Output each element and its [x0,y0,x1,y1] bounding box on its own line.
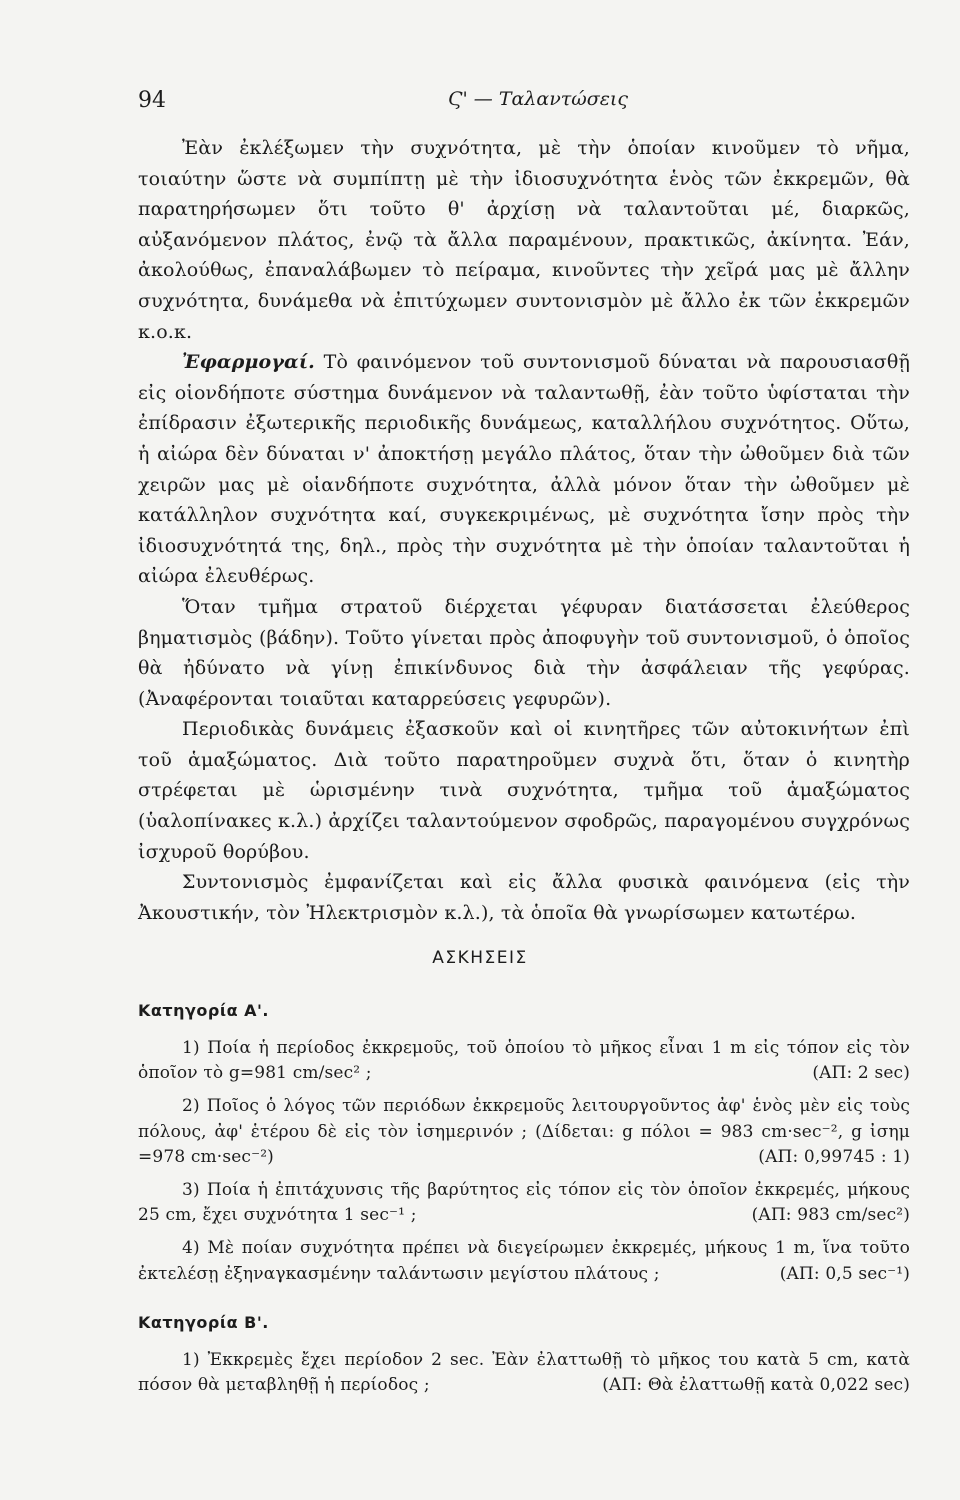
body-text [138,133,910,928]
exercise-a2-answer: (ΑΠ: 0,99745 : 1) [758,1146,910,1167]
category-b-heading: Κατηγορία Β'. [138,1313,269,1332]
exercise-a1-text: 1) Ποία ἡ περίοδος ἐκκρεμοῦς, τοῦ ὁποίου τὸ μῆκος εἶναι 1 m εἰς τόπον εἰς τὸν ὁποῖον τὸ g=981 cm/sec² ; [138,1038,910,1084]
paragraph-1: Ἐὰν ἐκλέξωμεν τὴν συχνότητα, μὲ τὴν ὁποίαν κινοῦμεν τὸ νῆμα, τοιαύτην ὥστε νὰ συμπίπτῃ μὲ τὴν ἰδιοσυχνότητα ἑνὸς τῶν ἐκκρεμῶν, θὰ παρατηρήσωμεν ὅτι τοῦτο θ' ἀρχίσῃ νὰ ταλαντοῦται μέ, διαρκῶς, αὐξανόμενον πλάτος, ἐνῷ τὰ ἄλλα παραμένουν, πρακτικῶς, ἀκίνητα. Ἐάν, ἀκολούθως, ἐπαναλάβωμεν τὸ πείραμα, κινοῦντες τὴν χεῖρά μας μὲ ἄλλην συχνότητα, δυνάμεθα νὰ ἐπιτύχωμεν συντονισμὸν μὲ ἄλλο ἐκ τῶν ἐκκρεμῶν κ.ο.κ. [138,137,910,343]
exercise-b1-answer: (ΑΠ: Θὰ ἐλαττωθῇ κατὰ 0,022 sec) [602,1375,910,1396]
exercise-a4-text: 4) Μὲ ποίαν συχνότητα πρέπει νὰ διεγείρωμεν ἐκκρεμές, μήκους 1 m, ἵνα τοῦτο ἐκτελέσῃ ἐξηναγκασμένην ταλάντωσιν μεγίστου πλάτους ; [138,1238,910,1284]
exercise-a2 [138,1094,910,1170]
paragraph-3: Ὅταν τμῆμα στρατοῦ διέρχεται γέφυραν διατάσσεται ἐλεύθερος βηματισμὸς (βάδην). Τοῦτο γίνεται πρὸς ἀποφυγὴν τοῦ συντονισμοῦ, ὁ ὁποῖος θὰ ἠδύνατο νὰ γίνῃ ἐπικίνδυνος διὰ τὴν ἀσφάλειαν τῆς γεφύρας. (Ἀναφέρονται τοιαῦται καταρρεύσεις γεφυρῶν). [138,595,910,710]
applications-heading: Ἐφαρμογαί. [182,351,315,374]
exercise-a3-text: 3) Ποία ἡ ἐπιτάχυνσις τῆς βαρύτητος εἰς τόπον εἰς τὸν ὁποῖον ἐκκρεμές, μήκους 25 cm, ἔχει συχνότητα 1 sec⁻¹ ; [138,1180,910,1226]
paragraph-2-text: Τὸ φαινόμενον τοῦ συντονισμοῦ δύναται νὰ παρουσιασθῇ εἰς οἱονδήποτε σύστημα δυνάμενον νὰ ταλαντωθῇ, ἐὰν τοῦτο ὑφίσταται τὴν ἐπίδρασιν ἐξωτερικῆς περιοδικῆς δυνάμεως, καταλλήλου συχνότητος. Οὕτω, ἡ αἰώρα δὲν δύναται ν' ἀποκτήσῃ μεγάλο πλάτος, ὅταν τὴν ὠθοῦμεν διὰ τῶν χειρῶν μας μὲ οἱανδήποτε συχνότητα, ἀλλὰ μόνον ὅταν τὴν ὠθοῦμεν μὲ κατάλληλον συχνότητα καί, συγκεκριμένως, μὲ συχνότητα ἴσην πρὸς τὴν ἰδιοσυχνότητά της, δηλ., πρὸς τὴν συχνότητα μὲ τὴν ὁποίαν ταλαντοῦται ἡ αἰώρα ἐλευθέρως. [138,351,910,588]
exercise-a4 [138,1236,910,1286]
exercise-a2-text: 2) Ποῖος ὁ λόγος τῶν περιόδων ἐκκρεμοῦς λειτουργοῦντος ἀφ' ἑνὸς μὲν εἰς τοὺς πόλους, ἀφ' ἑτέρου δὲ εἰς τὸν ἰσημερινόν ; (Δίδεται: g πόλοι = 983 cm·sec⁻², g ἰσημ =978 cm·sec⁻²) [138,1096,910,1167]
exercise-a3 [138,1178,910,1228]
page-number: 94 [138,88,166,113]
exercise-a1-answer: (ΑΠ: 2 sec) [812,1063,910,1084]
category-a-heading: Κατηγορία Α'. [138,1001,269,1020]
running-head: Ϛ' — Ταλαντώσεις [448,88,629,110]
paragraph-5: Συντονισμὸς ἐμφανίζεται καὶ εἰς ἄλλα φυσικὰ φαινόμενα (εἰς τὴν Ἀκουστικήν, τὸν Ἠλεκτρισμὸν κ.λ.), τὰ ὁποῖα θὰ γνωρίσωμεν κατωτέρω. [138,871,910,924]
exercise-b1-text: 1) Ἐκκρεμὲς ἔχει περίοδον 2 sec. Ἐὰν ἐλαττωθῇ τὸ μῆκος του κατὰ 5 cm, κατὰ πόσον θὰ μεταβληθῇ ἡ περίοδος ; [138,1350,910,1396]
exercises-title: ΑΣΚΗΣΕΙΣ [432,948,528,968]
paragraph-4: Περιοδικὰς δυνάμεις ἐξασκοῦν καὶ οἱ κινητῆρες τῶν αὐτοκινήτων ἐπὶ τοῦ ἁμαξώματος. Διὰ τοῦτο παρατηροῦμεν συχνὰ ὅτι, ὅταν ὁ κινητὴρ στρέφεται μὲ ὡρισμένην τινὰ συχνότητα, τμῆμα τοῦ ἁμαξώματος (ὑαλοπίνακες κ.λ.) ἀρχίζει ταλαντούμενον σφοδρῶς, παραγομένου συγχρόνως ἰσχυροῦ θορύβου. [138,718,910,863]
exercise-b1 [138,1348,910,1398]
exercise-a4-answer: (ΑΠ: 0,5 sec⁻¹) [779,1263,910,1284]
exercises-category-b [138,1348,910,1406]
paragraph-2 [138,347,910,592]
page-header [138,88,918,122]
exercise-a1 [138,1036,910,1086]
exercises-category-a [138,1036,910,1295]
exercise-a3-answer: (ΑΠ: 983 cm/sec²) [751,1205,910,1226]
